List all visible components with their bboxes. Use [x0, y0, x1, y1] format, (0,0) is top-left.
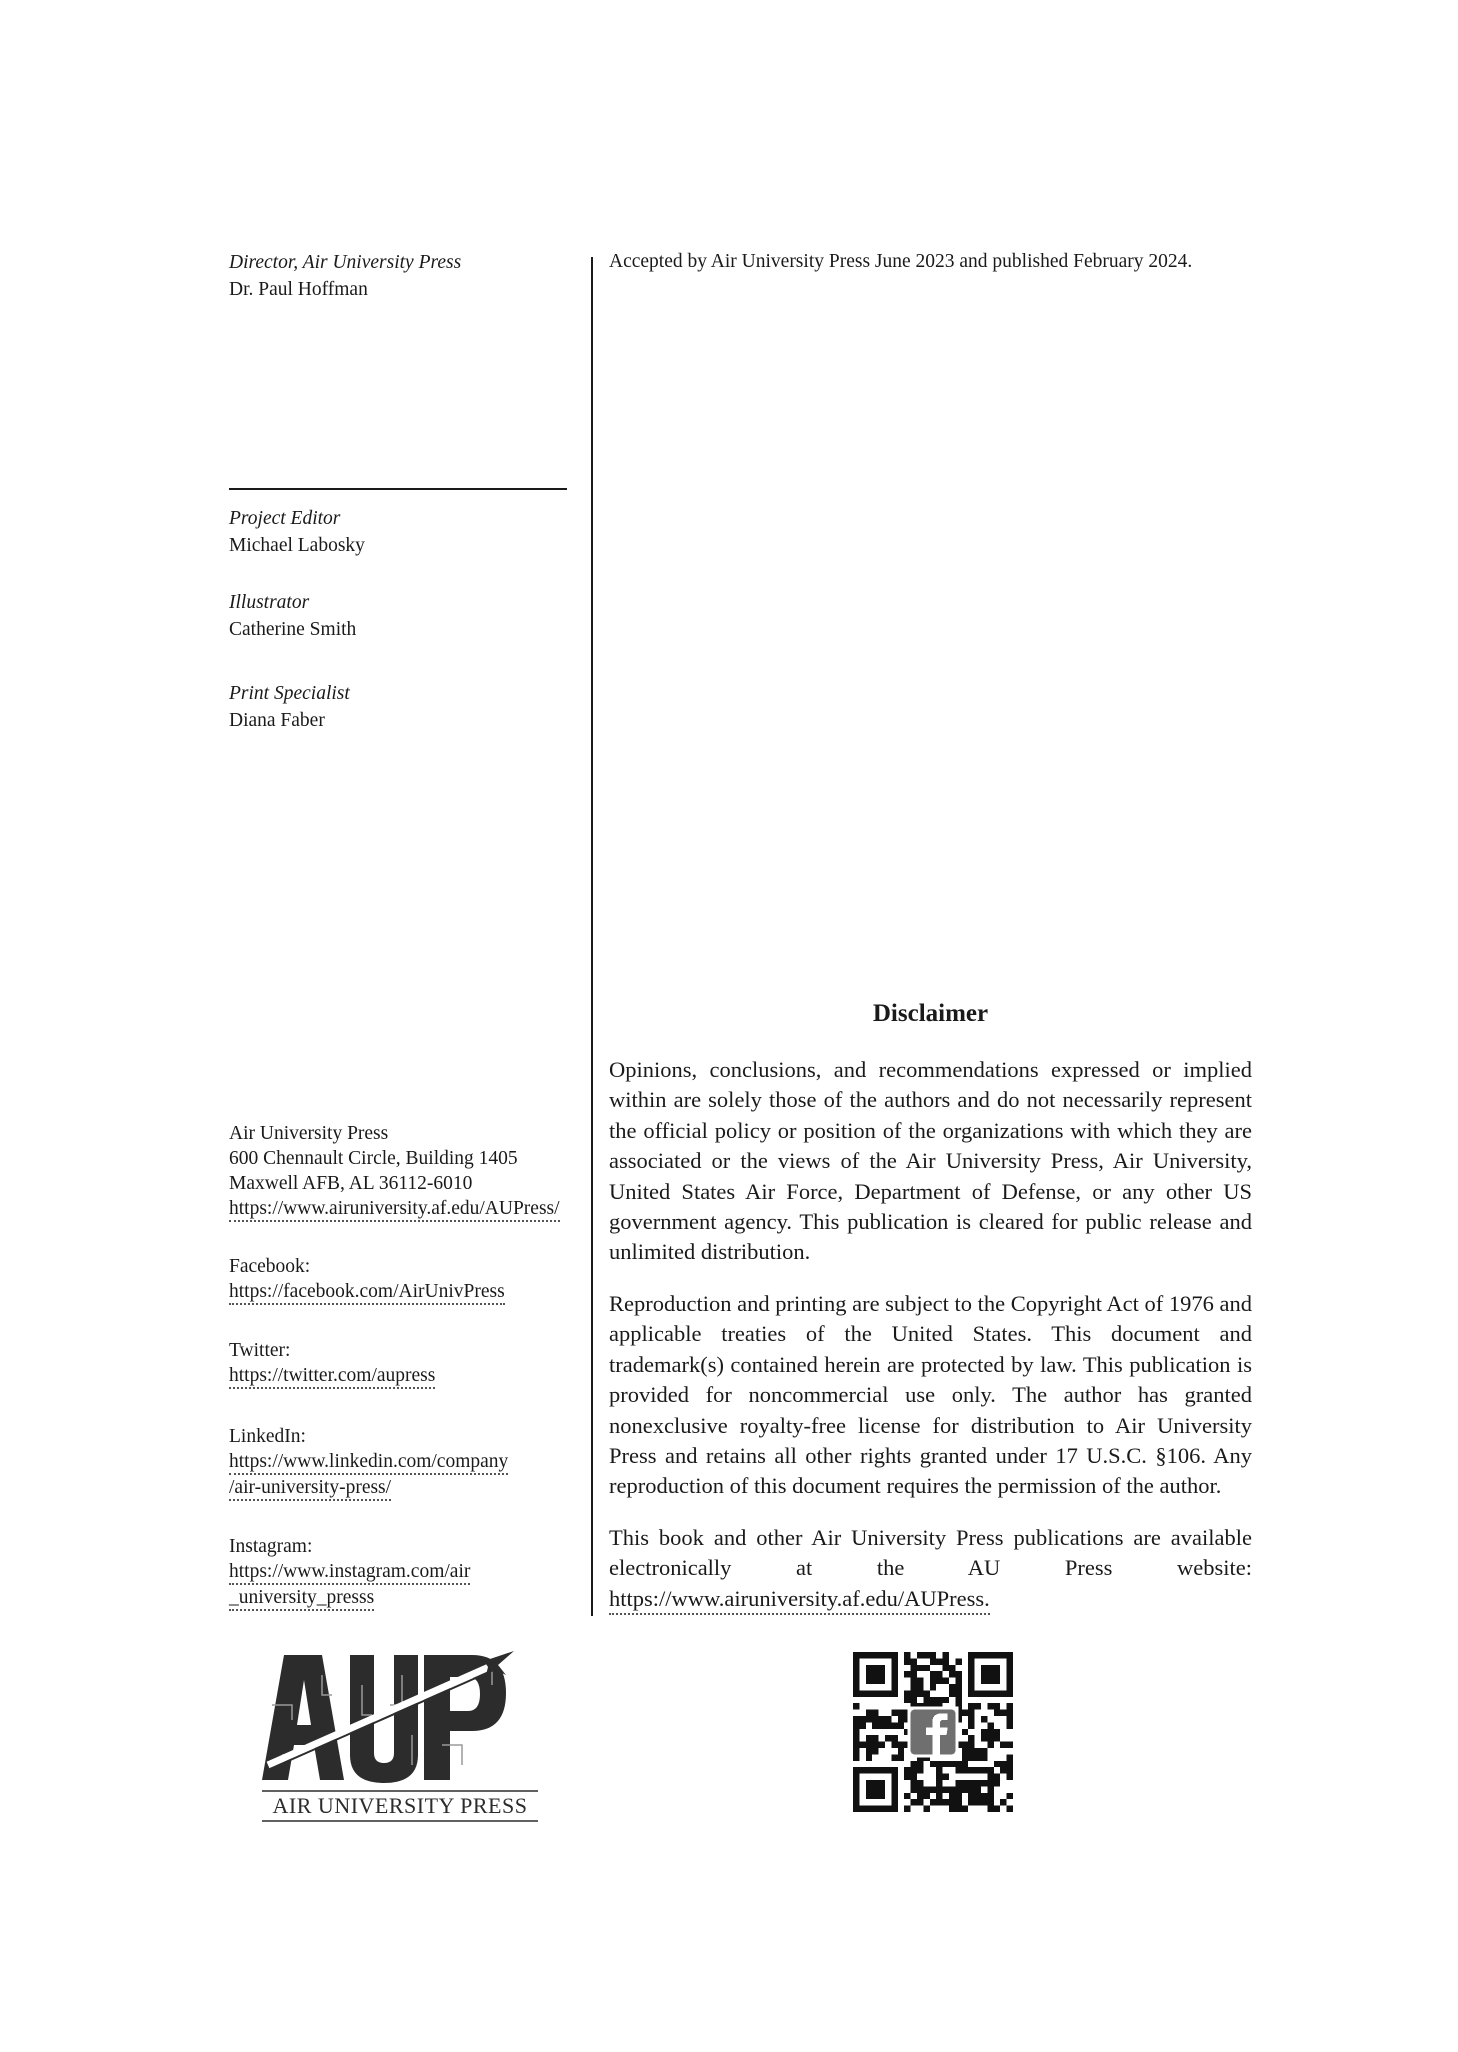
- twitter-block: [229, 1338, 599, 1389]
- director-role: Director, Air University Press: [229, 252, 462, 273]
- disclaimer-paragraph-1: Opinions, conclusions, and recommendations expressed or implied within are solely those of the authors and do not necessarily represent the official policy or position of the organizations with which they are associated or the views of the Air University Press, Air University, United States Air Force, Department of Defense, or any other US government agency. This publication is cleared for public release and unlimited distribution.: [609, 1057, 1252, 1265]
- facebook-label: Facebook:: [229, 1256, 311, 1277]
- print-name: Diana Faber: [229, 710, 325, 731]
- instagram-label: Instagram:: [229, 1536, 313, 1557]
- instagram-link[interactable]: https://www.instagram.com/air: [229, 1561, 470, 1585]
- director-name: Dr. Paul Hoffman: [229, 279, 368, 300]
- linkedin-link[interactable]: https://www.linkedin.com/company: [229, 1451, 508, 1475]
- accepted-note: Accepted by Air University Press June 2023 and published February 2024.: [609, 251, 1193, 272]
- illustrator-credit: [229, 589, 589, 643]
- disclaimer-title: Disclaimer: [872, 1000, 989, 1027]
- print-role: Print Specialist: [229, 683, 350, 704]
- org-name: Air University Press: [229, 1123, 389, 1144]
- illustrator-name: Catherine Smith: [229, 619, 357, 640]
- instagram-block: [229, 1534, 599, 1611]
- print-credit: [229, 680, 589, 734]
- address-block: [229, 1121, 599, 1222]
- linkedin-link-cont[interactable]: /air-university-press/: [229, 1477, 391, 1501]
- facebook-link[interactable]: https://facebook.com/AirUnivPress: [229, 1281, 505, 1305]
- aup-logo-graphic: [262, 1645, 538, 1825]
- disclaimer-paragraph-3: [609, 1523, 1252, 1615]
- editor-role: Project Editor: [229, 508, 341, 529]
- aupress-website-link[interactable]: https://www.airuniversity.af.edu/AUPress.: [609, 1585, 990, 1615]
- facebook-block: [229, 1254, 599, 1305]
- facebook-icon: [907, 1706, 958, 1757]
- qr-code[interactable]: [853, 1652, 1013, 1812]
- column-divider: [591, 257, 593, 1616]
- linkedin-label: LinkedIn:: [229, 1426, 306, 1447]
- twitter-label: Twitter:: [229, 1340, 291, 1361]
- qr-code-graphic: [853, 1652, 1013, 1812]
- divider-rule: [229, 488, 567, 490]
- twitter-link[interactable]: https://twitter.com/aupress: [229, 1365, 435, 1389]
- editor-credit: [229, 505, 589, 559]
- linkedin-block: [229, 1424, 599, 1501]
- aup-wordmark: AIR UNIVERSITY PRESS: [272, 1793, 528, 1818]
- disclaimer-paragraph-2: Reproduction and printing are subject to the Copyright Act of 1976 and applicable treaties of the United States. This document and trademark(s) contained herein are protected by law. This publication is provided for noncommercial use only. The author has granted nonexclusive royalty-free license for distribution to Air University Press and retains all other rights granted under 17 U.S.C. §106. Any reproduction of this document requires the permission of the author.: [609, 1291, 1252, 1499]
- director-credit: [229, 249, 589, 303]
- address-line-2: Maxwell AFB, AL 36112-6010: [229, 1173, 473, 1194]
- instagram-link-cont[interactable]: _university_presss: [229, 1587, 374, 1611]
- aup-logo: [262, 1645, 538, 1825]
- editor-name: Michael Labosky: [229, 535, 365, 556]
- paragraph-3-text: This book and other Air University Press publications are available electronically at the AU Press website:: [609, 1525, 1252, 1581]
- address-line-1: 600 Chennault Circle, Building 1405: [229, 1148, 518, 1169]
- website-link[interactable]: https://www.airuniversity.af.edu/AUPress/: [229, 1198, 560, 1222]
- illustrator-role: Illustrator: [229, 592, 310, 613]
